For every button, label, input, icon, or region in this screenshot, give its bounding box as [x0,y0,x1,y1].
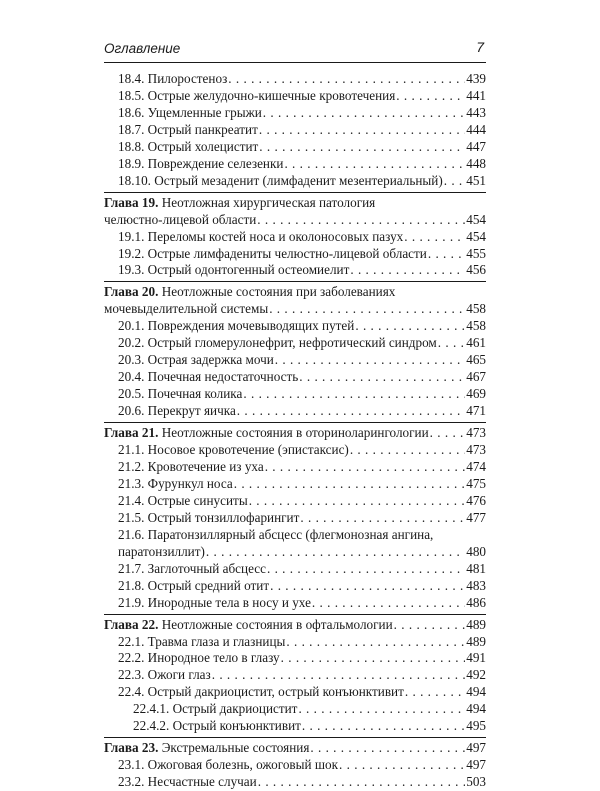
toc-entry-18-6[interactable]: 18.6. Ущемленные грыжи . . . 443 [104,105,486,122]
toc-entry-20-2[interactable]: 20.2. Острый гломерулонефрит, нефротический синдром . . . 461 [104,335,486,352]
toc-entry-20-1[interactable]: 20.1. Повреждения мочевыводящих путей . . . 458 [104,318,486,335]
toc-entry-22-4-1[interactable]: 22.4.1. Острый дакриоцистит . . . 494 [104,701,486,718]
toc-entry-18-7[interactable]: 18.7. Острый панкреатит . . . 444 [104,122,486,139]
toc-entry-18-9[interactable]: 18.9. Повреждение селезенки . . . 448 [104,156,486,173]
chapter-23-title[interactable]: Глава 23. Экстремальные состояния . . . 497 [104,740,486,757]
toc-entry-21-6[interactable]: 21.6. Паратонзиллярный абсцесс (флегмонозная ангина, паратонзиллит) . . . 480 [104,527,486,561]
running-header [104,38,486,63]
toc-entry-18-4[interactable]: 18.4. Пилоростеноз . . . 439 [104,71,486,88]
toc-entry-18-10[interactable]: 18.10. Острый мезаденит (лимфаденит мезентериальный) . . . 451 [104,173,486,190]
toc-entry-19-1[interactable]: 19.1. Переломы костей носа и околоносовых пазух . . . 454 [104,229,486,246]
chapter-21 [104,422,486,611]
chapter-20-title-line2[interactable]: мочевыделительной системы . . . 458 [104,301,486,318]
header-title: Оглавление [104,41,181,56]
chapter-23 [104,737,486,791]
toc-entry-19-2[interactable]: 19.2. Острые лимфадениты челюстно-лицевой области . . . 455 [104,246,486,263]
toc-entry-21-7[interactable]: 21.7. Заглоточный абсцесс . . . 481 [104,561,486,578]
toc-entry-19-3[interactable]: 19.3. Острый одонтогенный остеомиелит . . . 456 [104,262,486,279]
toc-entry-22-4[interactable]: 22.4. Острый дакриоцистит, острый конъюнктивит . . . 494 [104,684,486,701]
toc-entry-21-4[interactable]: 21.4. Острые синуситы . . . 476 [104,493,486,510]
toc-entry-22-3[interactable]: 22.3. Ожоги глаз . . . 492 [104,667,486,684]
chapter-18-tail [104,71,486,190]
toc-entry-20-5[interactable]: 20.5. Почечная колика . . . 469 [104,386,486,403]
chapter-22 [104,614,486,736]
toc-entry-22-1[interactable]: 22.1. Травма глаза и глазницы . . . 489 [104,634,486,651]
chapter-20 [104,281,486,420]
chapter-21-title[interactable]: Глава 21. Неотложные состояния в оториноларингологии . . . 473 [104,425,486,442]
toc-entry-21-5[interactable]: 21.5. Острый тонзиллофарингит . . . 477 [104,510,486,527]
toc-entry-21-8[interactable]: 21.8. Острый средний отит . . . 483 [104,578,486,595]
chapter-19 [104,192,486,280]
header-page-number: 7 [476,39,484,55]
toc-entry-22-2[interactable]: 22.2. Инородное тело в глазу . . . 491 [104,650,486,667]
chapter-22-title[interactable]: Глава 22. Неотложные состояния в офтальмологии . . . 489 [104,617,486,634]
toc-entry-23-2[interactable]: 23.2. Несчастные случаи . . . 503 [104,774,486,791]
toc-entry-20-4[interactable]: 20.4. Почечная недостаточность . . . 467 [104,369,486,386]
toc-entry-20-6[interactable]: 20.6. Перекрут яичка . . . 471 [104,403,486,420]
toc-entry-23-1[interactable]: 23.1. Ожоговая болезнь, ожоговый шок . . . 497 [104,757,486,774]
chapter-19-title-line1[interactable]: Глава 19. Неотложная хирургическая патология [104,194,376,210]
toc-entry-21-2[interactable]: 21.2. Кровотечение из уха . . . 474 [104,459,486,476]
chapter-19-title-line2[interactable]: челюстно-лицевой области . . . 454 [104,212,486,229]
toc-entry-21-9[interactable]: 21.9. Инородные тела в носу и ухе . . . 486 [104,595,486,612]
chapter-20-title-line1[interactable]: Глава 20. Неотложные состояния при заболеваниях [104,284,396,300]
toc-entry-22-4-2[interactable]: 22.4.2. Острый конъюнктивит . . . 495 [104,718,486,735]
toc-entry-18-5[interactable]: 18.5. Острые желудочно-кишечные кровотечения . . . 441 [104,88,486,105]
toc-entry-21-1[interactable]: 21.1. Носовое кровотечение (эпистаксис) . . . 473 [104,442,486,459]
toc-entry-18-8[interactable]: 18.8. Острый холецистит . . . 447 [104,139,486,156]
toc-entry-21-3[interactable]: 21.3. Фурункул носа . . . 475 [104,476,486,493]
table-of-contents [104,71,486,791]
toc-entry-20-3[interactable]: 20.3. Острая задержка мочи . . . 465 [104,352,486,369]
